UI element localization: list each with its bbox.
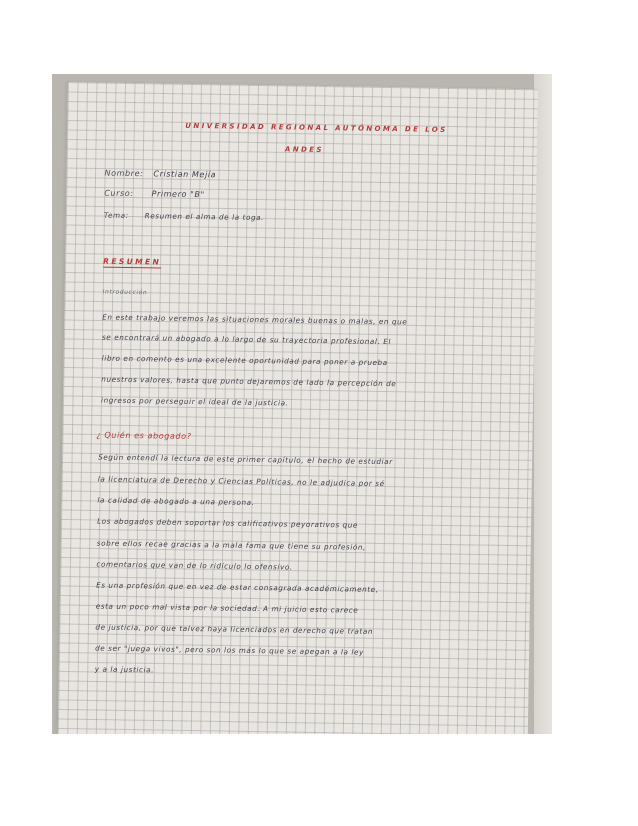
question-line-6: comentarios que van de lo ridículo lo ofensivo.: [96, 559, 293, 572]
intro-line-4: nuestros valores, hasta que punto dejaremos de lado la percepción de: [101, 374, 397, 389]
photo-of-notebook-page: [52, 74, 552, 734]
document-title-line-2: ANDES: [284, 145, 324, 155]
question-line-10: de ser "juega vivos", pero son los más lo que se apegan a la ley: [95, 643, 364, 657]
intro-line-1: En este trabajo veremos las situaciones morales buenas o malas, en que: [102, 312, 408, 327]
question-line-3: la calidad de abogado a una persona.: [97, 495, 255, 507]
field-name: [105, 169, 217, 180]
intro-line-3: libro en comento es una excelente oportunidad para poner a prueba: [101, 353, 388, 368]
question-line-4: Los abogados deben soportar los calificativos peyorativos que: [97, 516, 359, 530]
intro-line-5: ingresos por perseguir el ideal de la justicia.: [100, 395, 289, 408]
field-topic-value: Resumen el alma de la toga.: [144, 211, 265, 223]
underlying-page-edge: [534, 74, 552, 734]
field-topic-label: Tema:: [103, 210, 129, 220]
question-heading: ¿ Quién es abogado?: [96, 430, 192, 441]
question-line-8: esta un poco mal vista por la sociedad. A mi juicio esto carece: [95, 601, 359, 615]
question-line-7: Es una profesión que en vez de estar consagrada académicamente,: [96, 580, 379, 594]
field-name-label: Nombre:: [104, 168, 144, 179]
field-topic: [104, 211, 264, 223]
question-line-1: Según entendí la lectura de este primer capítulo, el hecho de estudiar: [98, 452, 393, 467]
question-line-9: de justicia, por que talvez haya licenciados en derecho que tratan: [95, 622, 374, 636]
field-course-value: Primero "B": [151, 189, 205, 200]
intro-line-2: se encontrará un abogado a lo largo de su trayectoria profesional. El: [101, 332, 392, 347]
section-heading-resumen: RESUMEN: [103, 256, 162, 267]
notebook-sheet: [58, 82, 538, 734]
field-course-label: Curso:: [104, 188, 134, 199]
question-line-5: sobre ellos recae gracias a la mala fama que tiene su profesión,: [96, 538, 367, 552]
intro-label: Introducción: [102, 288, 148, 297]
field-course: [104, 189, 205, 200]
field-name-value: Cristian Mejía: [153, 169, 217, 180]
question-line-2: la licenciatura de Derecho y Ciencias Políticas, no le adjudica por sé: [97, 474, 385, 489]
document-title-line-1: UNIVERSIDAD REGIONAL AUTÓNOMA DE LOS: [185, 121, 448, 134]
question-line-11: y a la justicia.: [94, 664, 155, 675]
